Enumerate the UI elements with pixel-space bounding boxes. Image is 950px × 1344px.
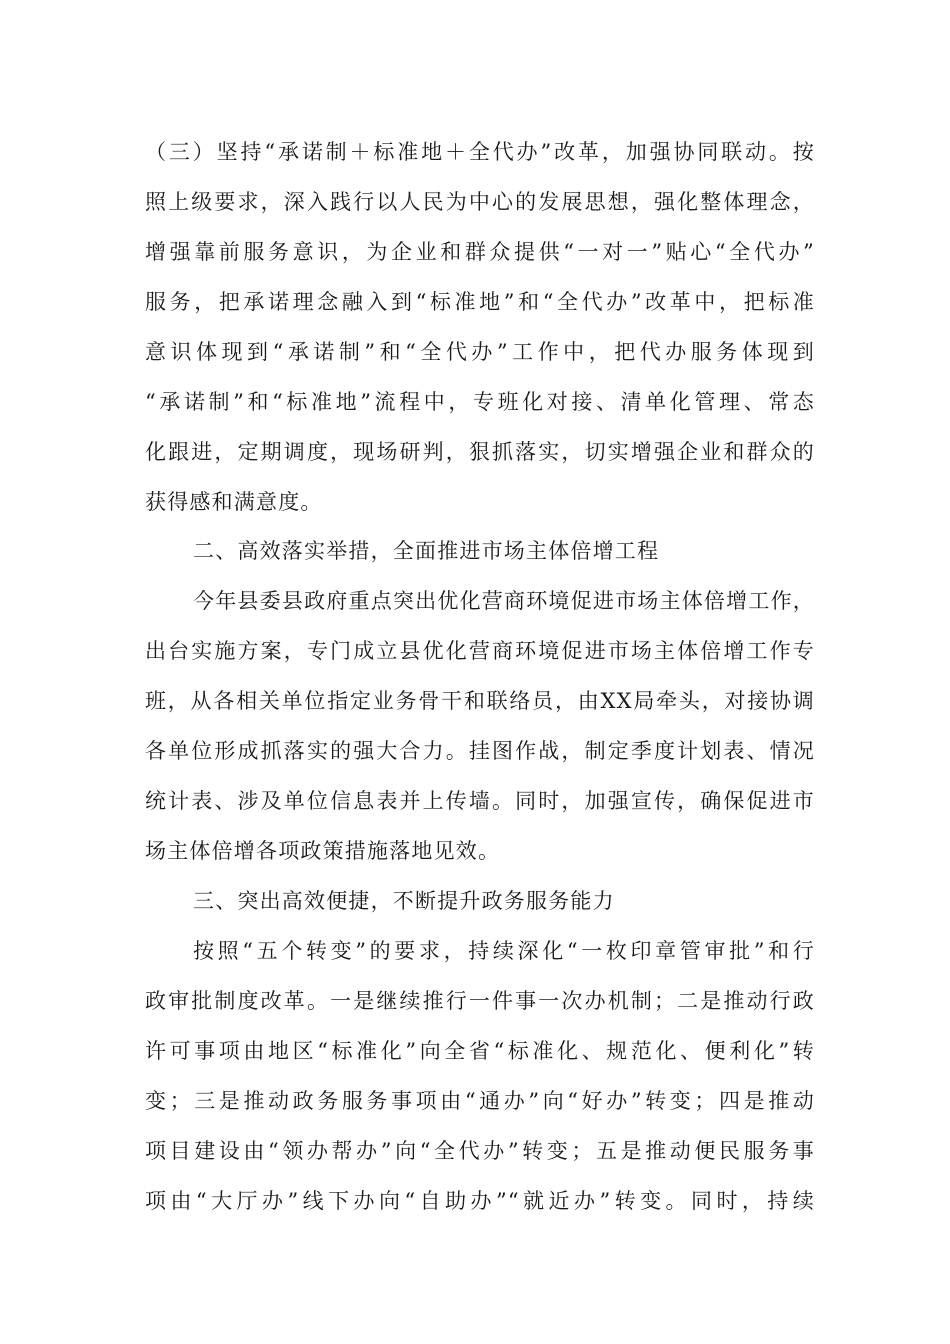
document-line: （三）坚持“承诺制＋标准地＋全代办”改革，加强协同联动。按 [145,140,815,164]
document-line: 各单位形成抓落实的强大合力。挂图作战，制定季度计划表、情况 [145,739,815,763]
document-line: 政审批制度改革。一是继续推行一件事一次办机制；二是推动行政 [145,989,815,1013]
document-line: 按照“五个转变”的要求，持续深化“一枚印章管审批”和行 [193,939,815,963]
document-line: 照上级要求，深入践行以人民为中心的发展思想，强化整体理念， [145,190,815,214]
document-line: 今年县委县政府重点突出优化营商环境促进市场主体倍增工作， [193,589,815,613]
document-line: 班，从各相关单位指定业务骨干和联络员，由XX局牵头，对接协调 [145,689,815,713]
document-line: 场主体倍增各项政策措施落地见效。 [145,839,501,863]
document-line: 获得感和满意度。 [145,490,323,514]
document-line: 出台实施方案，专门成立县优化营商环境促进市场主体倍增工作专 [145,639,815,663]
document-line: 项由“大厅办”线下办向“自助办”“就近办”转变。同时，持续 [145,1189,815,1213]
document-line: 项目建设由“领办帮办”向“全代办”转变；五是推动便民服务事 [145,1139,815,1163]
document-line: 三、突出高效便捷，不断提升政务服务能力 [193,889,615,913]
document-line: 增强靠前服务意识，为企业和群众提供“一对一”贴心“全代办” [145,240,815,264]
document-line: 化跟进，定期调度，现场研判，狠抓落实，切实增强企业和群众的 [145,440,815,464]
document-line: 统计表、涉及单位信息表并上传墙。同时，加强宣传，确保促进市 [145,789,815,813]
document-line: “承诺制”和“标准地”流程中，专班化对接、清单化管理、常态 [145,390,815,414]
document-line: 许可事项由地区“标准化”向全省“标准化、规范化、便利化”转 [145,1039,815,1063]
document-line: 服务，把承诺理念融入到“标准地”和“全代办”改革中，把标准 [145,290,815,314]
document-line: 二、高效落实举措，全面推进市场主体倍增工程 [193,539,660,563]
document-line: 变；三是推动政务服务事项由“通办”向“好办”转变；四是推动 [145,1089,815,1113]
document-line: 意识体现到“承诺制”和“全代办”工作中，把代办服务体现到 [145,340,815,364]
